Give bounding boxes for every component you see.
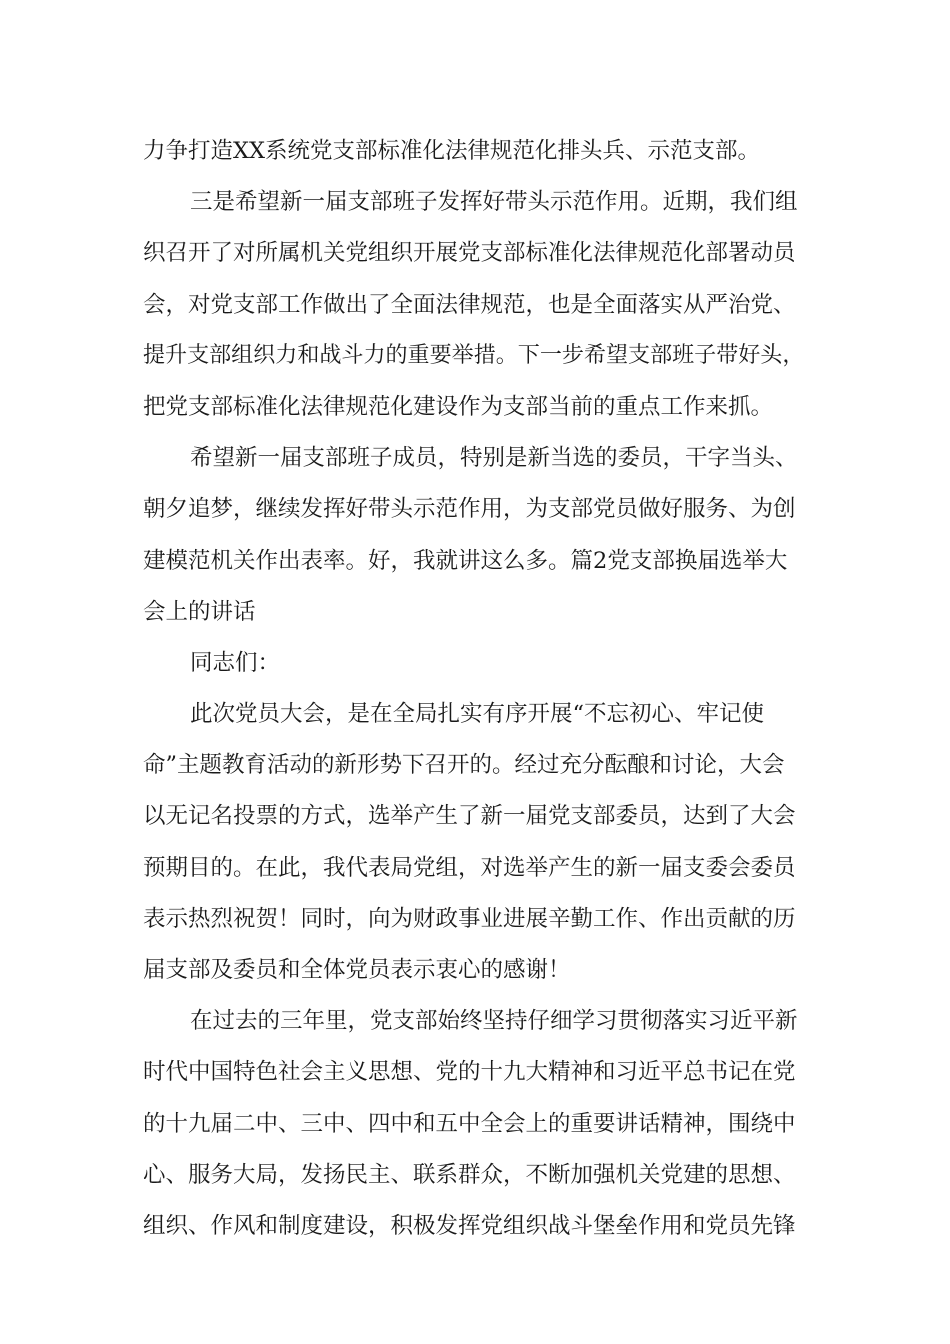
body-text: [143, 131, 808, 1257]
text-line: 把党支部标准化法律规范化建设作为支部当前的重点工作来抓。: [143, 393, 774, 420]
text-line: 预期目的。在此，我代表局党组，对选举产生的新一届支委会委员: [143, 854, 796, 881]
text-line: 的十九届二中、三中、四中和五中全会上的重要讲话精神，围绕中: [143, 1110, 796, 1137]
text-line: 组织、作风和制度建设，积极发挥党组织战斗堡垒作用和党员先锋: [143, 1212, 796, 1239]
text-line: 织召开了对所属机关党组织开展党支部标准化法律规范化部署动员: [143, 240, 796, 267]
text-line: 表示热烈祝贺！同时，向为财政事业进展辛勤工作、作出贡献的历: [143, 905, 796, 932]
text-line: 心、服务大局，发扬民主、联系群众，不断加强机关党建的思想、: [143, 1161, 796, 1188]
paragraph-start-line: 在过去的三年里，党支部始终坚持仔细学习贯彻落实习近平新: [190, 1008, 798, 1035]
text-line: 建模范机关作出表率。好，我就讲这么多。篇2党支部换届选举大: [143, 547, 788, 574]
text-line: 朝夕追梦，继续发挥好带头示范作用，为支部党员做好服务、为创: [143, 496, 796, 523]
text-line: 以无记名投票的方式，选举产生了新一届党支部委员，达到了大会: [143, 803, 796, 830]
text-line: 提升支部组织力和战斗力的重要举措。下一步希望支部班子带好头，: [143, 342, 805, 368]
text-line: 力争打造XX系统党支部标准化法律规范化排头兵、示范支部。: [143, 138, 761, 164]
text-line: 时代中国特色社会主义思想、党的十九大精神和习近平总书记在党: [143, 1059, 796, 1086]
salutation-line: 同志们：: [190, 649, 281, 676]
paragraph-start-line: 此次党员大会，是在全局扎实有序开展“不忘初心、牢记使: [190, 701, 765, 728]
text-line: 届支部及委员和全体党员表示衷心的感谢！: [143, 957, 571, 983]
text-line: 会，对党支部工作做出了全面法律规范，也是全面落实从严治党、: [143, 291, 796, 318]
text-line: 命”主题教育活动的新形势下召开的。经过充分酝酿和讨论，大会: [143, 752, 785, 779]
paragraph-start-line: 三是希望新一届支部班子发挥好带头示范作用。近期，我们组: [190, 189, 798, 216]
text-line: 会上的讲话: [143, 598, 256, 625]
paragraph-start-line: 希望新一届支部班子成员，特别是新当选的委员，干字当头、: [190, 445, 798, 472]
